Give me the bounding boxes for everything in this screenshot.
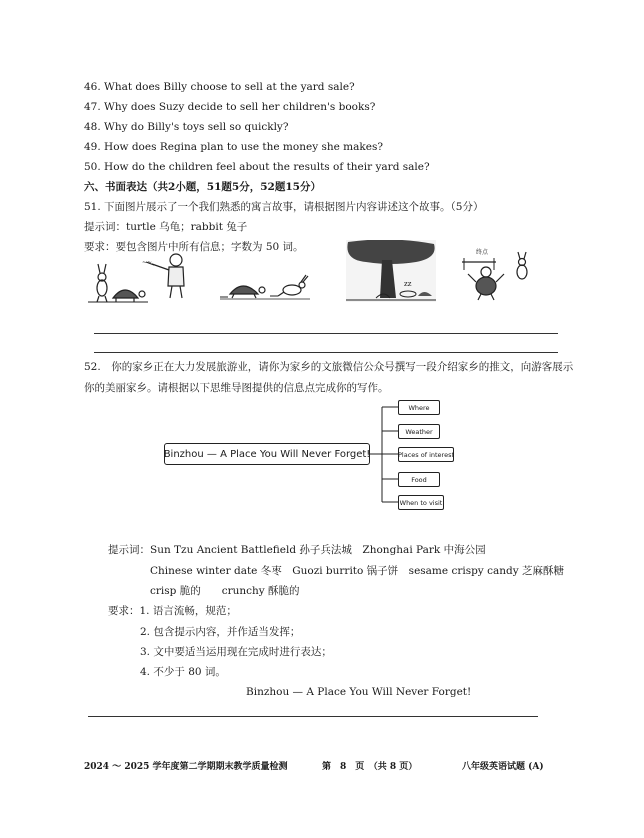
q51-hint: 提示词：turtle 乌龟；rabbit 兔子 <box>84 221 248 233</box>
mindmap-branch-where: Where <box>398 400 440 415</box>
q52-requirement-1: 要求：1. 语言流畅，规范； <box>108 605 237 617</box>
mindmap-branch-when-to-visit: When to visit <box>398 495 444 510</box>
q51-prompt: 51. 下面图片展示了一个我们熟悉的寓言故事，请根据图片内容讲述这个故事。（5分） <box>84 201 484 213</box>
story-picture-referee <box>142 252 192 300</box>
essay-title: Binzhou — A Place You Will Never Forget! <box>246 686 472 698</box>
footer-page-number: 第 8 页 （共 8 页） <box>322 762 418 772</box>
answer-line <box>94 352 558 353</box>
mindmap-branch-food: Food <box>398 472 440 487</box>
svg-text:zz: zz <box>404 280 412 288</box>
footer-exam-title: 2024 ～ 2025 学年度第二学期期末教学质量检测 <box>84 762 288 772</box>
q51-requirement: 要求：要包含图片中所有信息；字数为 50 词。 <box>84 241 304 253</box>
svg-text:~~: ~~ <box>142 259 153 266</box>
finish-line-label: 终点 <box>476 249 489 256</box>
story-picture-tortoise-wins <box>460 250 534 302</box>
q52-hint-line2: Chinese winter date 冬枣 Guozi burrito 锅子饼 sesame crispy candy 芝麻酥糖 <box>150 565 564 577</box>
story-picture-rabbit-meets-tortoise <box>88 262 148 304</box>
section-heading: 六、书面表达（共2小题，51题5分，52题15分） <box>84 181 321 193</box>
answer-line <box>88 716 538 717</box>
q52-hint-line3: crisp 脆的 crunchy 酥脆的 <box>150 585 300 597</box>
q52-requirement-2: 2. 包含提示内容，并作适当发挥； <box>140 626 301 638</box>
question-47: 47. Why does Suzy decide to sell her children's books? <box>84 101 376 113</box>
question-49: 49. How does Regina plan to use the money she makes? <box>84 141 383 153</box>
mindmap-branch-weather: Weather <box>398 424 440 439</box>
q52-prompt-line2: 你的美丽家乡。请根据以下思维导图提供的信息点完成你的写作。 <box>84 382 389 394</box>
mindmap-branch-places-of-interest: Places of interest <box>398 447 454 462</box>
footer-subject: 八年级英语试题 (A) <box>462 762 544 772</box>
mindmap-central-topic: Binzhou — A Place You Will Never Forget! <box>164 443 370 465</box>
question-50: 50. How do the children feel about the results of their yard sale? <box>84 161 430 173</box>
answer-line <box>94 333 558 334</box>
question-48: 48. Why do Billy's toys sell so quickly? <box>84 121 289 133</box>
question-46: 46. What does Billy choose to sell at the yard sale? <box>84 81 355 93</box>
q52-hint-line1: 提示词：Sun Tzu Ancient Battlefield 孙子兵法城 Zhonghai Park 中海公园 <box>108 544 486 556</box>
story-picture-rabbit-sleeping <box>346 240 436 302</box>
story-picture-race <box>220 272 310 300</box>
q52-prompt-line1: 52. 你的家乡正在大力发展旅游业，请你为家乡的文旅微信公众号撰写一段介绍家乡的推文，向游客展示 <box>84 361 574 373</box>
q52-requirement-4: 4. 不少于 80 词。 <box>140 666 226 678</box>
q52-requirement-3: 3. 文中要适当运用现在完成时进行表达； <box>140 646 332 658</box>
